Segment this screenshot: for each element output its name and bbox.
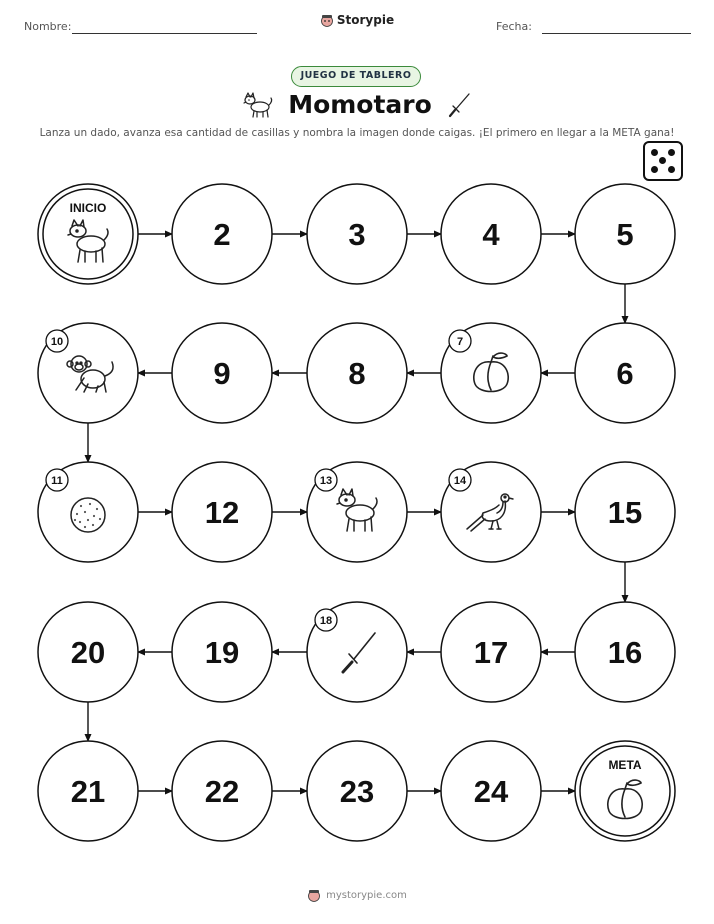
board-space-5[interactable] — [575, 184, 675, 284]
space-number: 2 — [213, 217, 231, 252]
board-space-3[interactable] — [307, 184, 407, 284]
space-number: 7 — [456, 336, 464, 348]
space-number: 5 — [616, 217, 634, 252]
board-space-2[interactable] — [172, 184, 272, 284]
board-space-1[interactable] — [38, 184, 138, 284]
board-space-17[interactable] — [441, 602, 541, 702]
space-number: 19 — [204, 635, 240, 670]
board-space-21[interactable] — [38, 741, 138, 841]
board-space-19[interactable] — [172, 602, 272, 702]
space-number: 20 — [70, 635, 106, 670]
goal-label: META — [608, 758, 642, 772]
page-title: Momotaro — [288, 90, 432, 119]
space-number: 21 — [70, 774, 106, 809]
board-space-11[interactable] — [38, 462, 138, 562]
board-space-4[interactable] — [441, 184, 541, 284]
space-number: 17 — [473, 635, 509, 670]
space-number: 6 — [616, 356, 634, 391]
space-number: 14 — [453, 475, 467, 487]
game-type-badge: JUEGO DE TABLERO — [291, 66, 421, 87]
board-space-10[interactable] — [38, 323, 138, 423]
storypie-mascot-icon — [307, 888, 321, 902]
brand-name: Storypie — [336, 13, 395, 27]
footer-url: mystorypie.com — [326, 889, 407, 901]
date-label: Fecha: — [496, 20, 532, 33]
board-space-22[interactable] — [172, 741, 272, 841]
board-space-6[interactable] — [575, 323, 675, 423]
board-space-23[interactable] — [307, 741, 407, 841]
space-number: 12 — [204, 495, 240, 530]
name-label: Nombre: — [24, 20, 72, 33]
start-label: INICIO — [69, 201, 107, 215]
instructions: Lanza un dado, avanza esa cantidad de casillas y nombra la imagen donde caigas. ¡El primero en llegar a la META gana! — [39, 127, 675, 139]
board-space-20[interactable] — [38, 602, 138, 702]
board-space-25[interactable] — [575, 741, 675, 841]
space-number: 9 — [213, 356, 231, 391]
board-space-16[interactable] — [575, 602, 675, 702]
board-space-12[interactable] — [172, 462, 272, 562]
space-number: 11 — [51, 475, 63, 487]
space-number: 3 — [348, 217, 366, 252]
space-circle — [38, 184, 138, 284]
board-space-13[interactable] — [307, 462, 407, 562]
footer — [0, 888, 714, 902]
space-number: 18 — [319, 615, 333, 627]
board-space-18[interactable] — [307, 602, 407, 702]
board-space-7[interactable] — [441, 323, 541, 423]
board-space-8[interactable] — [307, 323, 407, 423]
space-number: 13 — [319, 475, 333, 487]
space-number: 24 — [473, 774, 509, 809]
board-space-24[interactable] — [441, 741, 541, 841]
board-space-14[interactable] — [441, 462, 541, 562]
space-number: 16 — [607, 635, 643, 670]
space-number: 8 — [348, 356, 366, 391]
space-number: 15 — [607, 495, 643, 530]
space-number: 23 — [339, 774, 375, 809]
space-number: 4 — [482, 217, 500, 252]
board-space-9[interactable] — [172, 323, 272, 423]
space-number: 22 — [204, 774, 240, 809]
space-number: 10 — [50, 336, 64, 348]
board-spaces — [38, 184, 675, 841]
board-space-15[interactable] — [575, 462, 675, 562]
